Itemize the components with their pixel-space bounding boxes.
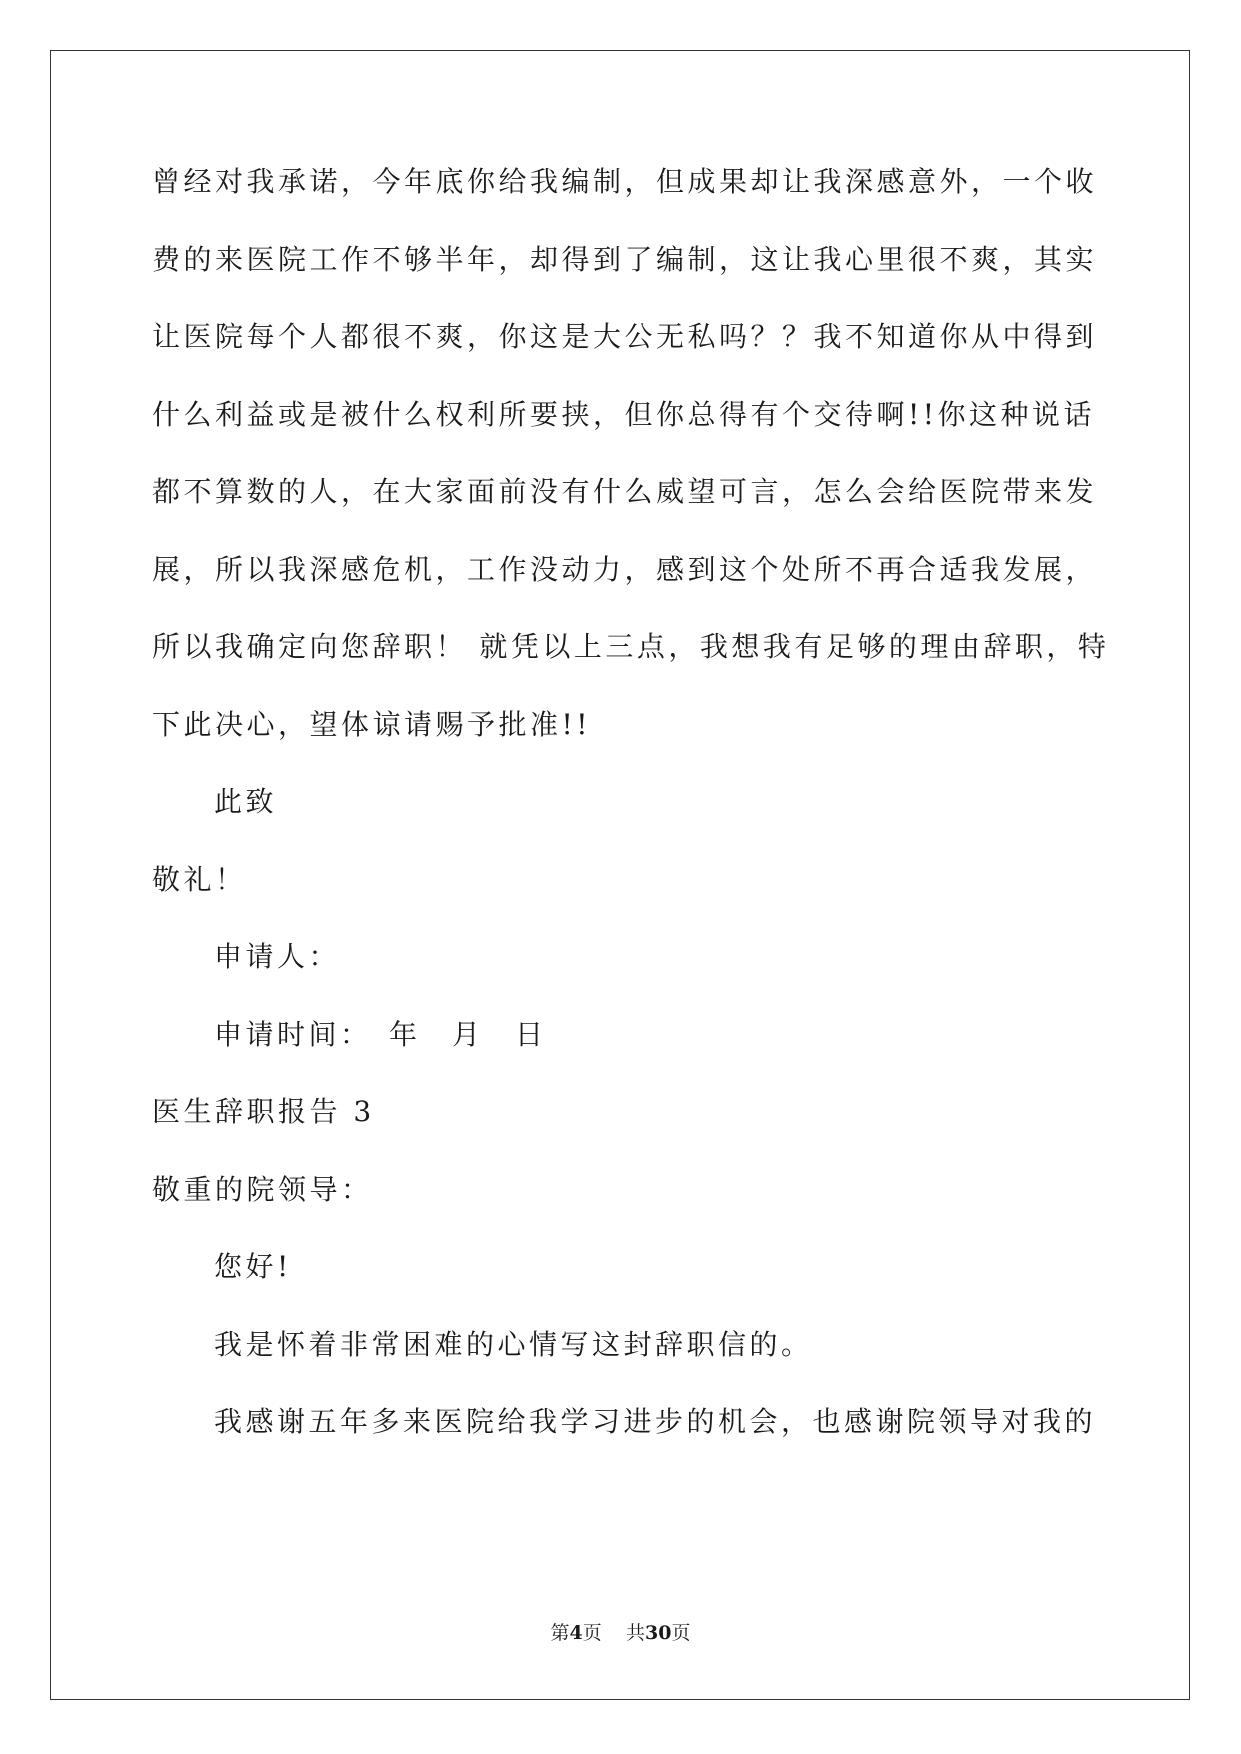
text-line: 下此决心，望体谅请赐予批准!! <box>152 707 592 741</box>
text-line: 我感谢五年多来医院给我学习进步的机会，也感谢院领导对我的 <box>214 1405 1097 1438</box>
total-suffix: 页 <box>671 1622 691 1644</box>
closing-salutation: 此致 <box>214 785 278 818</box>
text-line: 所以我确定向您辞职！ 就凭以上三点，我想我有足够的理由辞职，特 <box>152 630 1110 663</box>
total-prefix: 共 <box>625 1622 645 1644</box>
text-line: 我是怀着非常困难的心情写这封辞职信的。 <box>214 1327 813 1361</box>
text-line: 展，所以我深感危机，工作没动力，感到这个处所不再合适我发展， <box>152 552 1098 586</box>
document-body <box>152 158 1110 1476</box>
page-prefix: 第 <box>550 1622 570 1644</box>
text-line: 让医院每个人都很不爽，你这是大公无私吗？？我不知道你从中得到 <box>152 320 1098 353</box>
text-line: 费的来医院工作不够半年，却得到了编制，这让我心里很不爽，其实 <box>152 242 1098 276</box>
applicant-label: 申请人： <box>214 940 341 973</box>
text-line: 什么利益或是被什么权利所要挟，但你总得有个交待啊!!你这种说话 <box>152 397 1096 431</box>
closing-regards: 敬礼！ <box>152 862 247 896</box>
page-footer <box>0 1618 1241 1645</box>
text-line: 都不算数的人，在大家面前没有什么威望可言，怎么会给医院带来发 <box>152 475 1098 508</box>
application-date-label: 申请时间： 年 月 日 <box>214 1017 547 1051</box>
letter-hello: 您好! <box>214 1250 292 1283</box>
text-line: 曾经对我承诺，今年底你给我编制，但成果却让我深感意外，一个收 <box>152 165 1098 198</box>
page-number: 4 <box>569 1622 583 1644</box>
section-heading: 医生辞职报告 3 <box>152 1095 375 1128</box>
letter-greeting: 敬重的院领导： <box>152 1172 373 1206</box>
total-pages: 30 <box>644 1622 672 1644</box>
page-suffix: 页 <box>582 1622 602 1644</box>
